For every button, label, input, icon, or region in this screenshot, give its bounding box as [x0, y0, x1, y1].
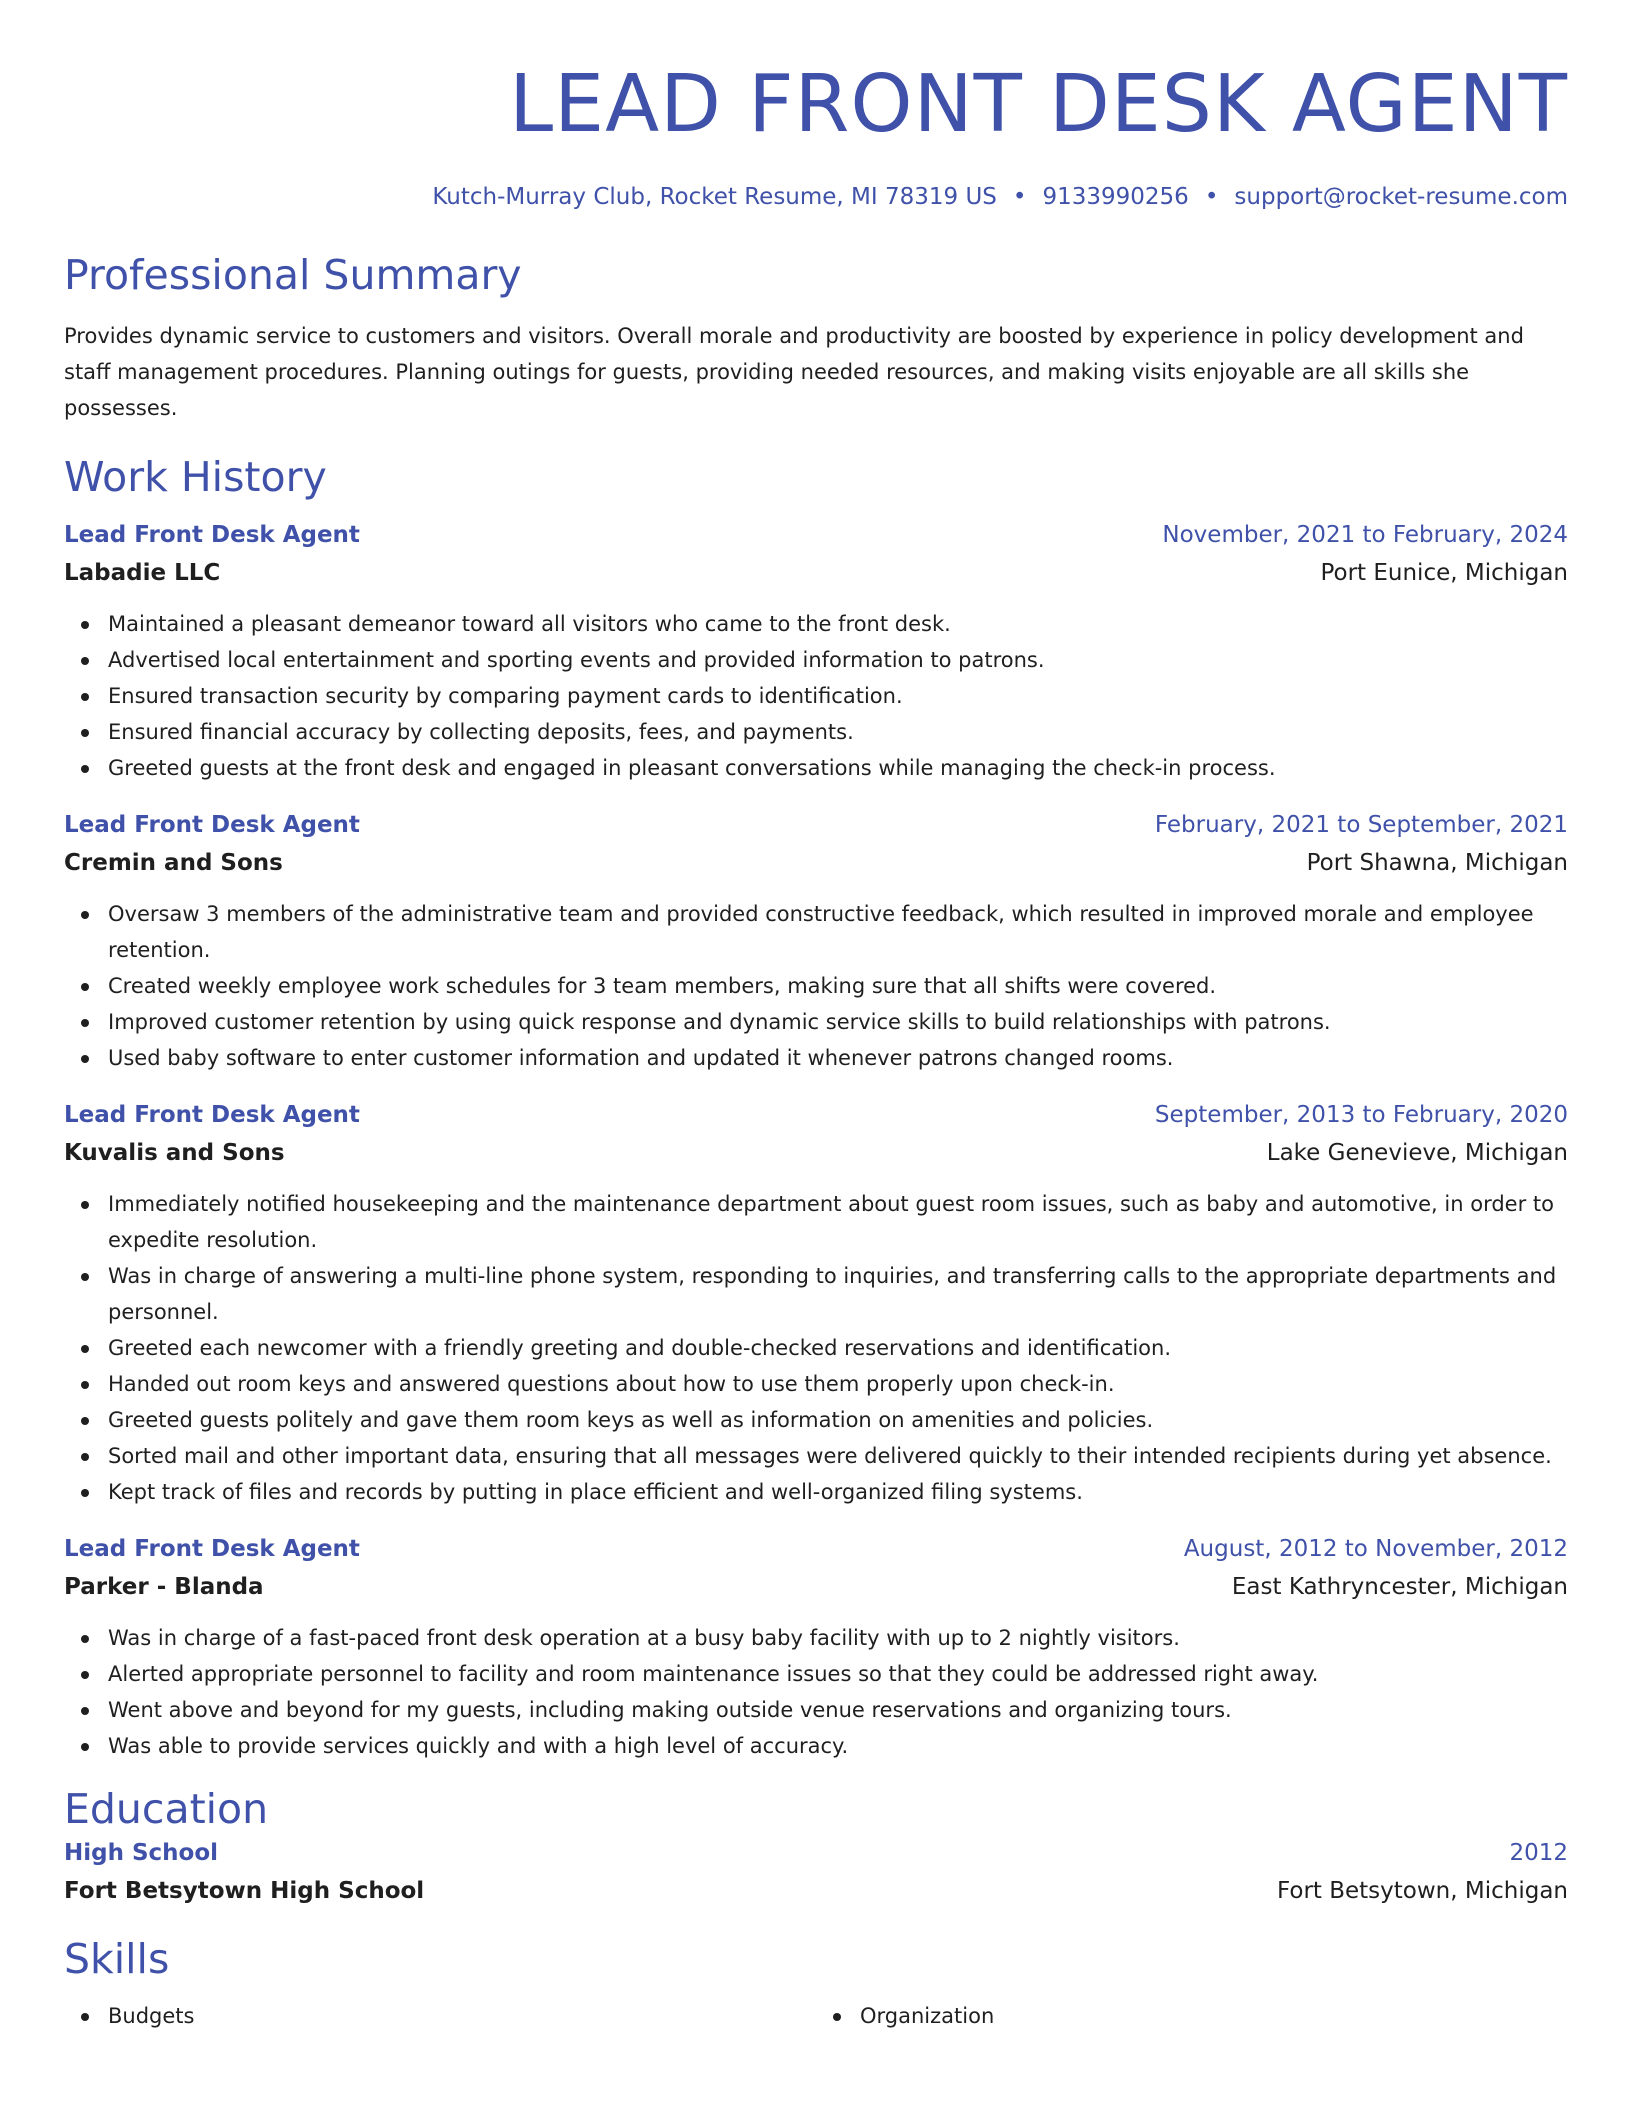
job-bullet: Alerted appropriate personnel to facility and room maintenance issues so that they could be addressed right away. — [64, 1656, 1568, 1692]
job-bullet: Immediately notified housekeeping and the maintenance department about guest room issues, such as baby and automotive, in order to expedite resolution. — [64, 1186, 1568, 1258]
job-title: Lead Front Desk Agent — [64, 1102, 360, 1128]
job-title: Lead Front Desk Agent — [64, 812, 360, 838]
job-bullet: Handed out room keys and answered questions about how to use them properly upon check-in. — [64, 1366, 1568, 1402]
job-row-bottom — [64, 1134, 1568, 1172]
education-section — [64, 1784, 1568, 1910]
job-bullet: Was able to provide services quickly and with a high level of accuracy. — [64, 1728, 1568, 1764]
job-company: Cremin and Sons — [64, 850, 283, 876]
resume-name: LEAD FRONT DESK AGENT — [509, 58, 1568, 150]
job-bullets — [64, 606, 1568, 786]
job-entry — [64, 516, 1568, 786]
job-bullet: Greeted guests at the front desk and engaged in pleasant conversations while managing the check-in process. — [64, 750, 1568, 786]
summary-text: Provides dynamic service to customers and visitors. Overall morale and productivity are boosted by experience in policy development and staff management procedures. Planning outings for guests, providing needed resources, and making visits enjoyable are all skills she possesses. — [64, 324, 1524, 420]
job-company: Kuvalis and Sons — [64, 1140, 285, 1166]
job-bullet: Ensured financial accuracy by collecting deposits, fees, and payments. — [64, 714, 1568, 750]
job-bullet: Went above and beyond for my guests, including making outside venue reservations and organizing tours. — [64, 1692, 1568, 1728]
education-heading: Education — [64, 1785, 269, 1833]
education-row-top — [64, 1834, 1568, 1872]
job-row-top — [64, 516, 1568, 554]
job-bullet: Was in charge of a fast-paced front desk operation at a busy baby facility with up to 2 nightly visitors. — [64, 1620, 1568, 1656]
skills-list — [64, 1998, 1568, 2034]
job-company: Parker - Blanda — [64, 1574, 264, 1600]
job-title: Lead Front Desk Agent — [64, 1536, 360, 1562]
job-dates: August, 2012 to November, 2012 — [1183, 1536, 1568, 1562]
job-bullet: Oversaw 3 members of the administrative team and provided constructive feedback, which resulted in improved morale and employee retention. — [64, 896, 1568, 968]
job-list — [64, 516, 1568, 1764]
job-entry — [64, 806, 1568, 1076]
job-bullet: Sorted mail and other important data, ensuring that all messages were delivered quickly to their intended recipients during yet absence. — [64, 1438, 1568, 1474]
job-bullet: Used baby software to enter customer information and updated it whenever patrons changed rooms. — [64, 1040, 1568, 1076]
job-row-top — [64, 806, 1568, 844]
job-row-top — [64, 1096, 1568, 1134]
job-bullet: Greeted guests politely and gave them room keys as well as information on amenities and policies. — [64, 1402, 1568, 1438]
contact-separator: • — [1204, 184, 1219, 210]
resume-header — [64, 0, 1568, 212]
skills-heading: Skills — [64, 1935, 170, 1983]
skill-item: Organization — [816, 1998, 1568, 2034]
education-year: 2012 — [1509, 1840, 1568, 1866]
work-history-heading: Work History — [64, 453, 327, 501]
job-row-top — [64, 1530, 1568, 1568]
job-bullet: Advertised local entertainment and sporting events and provided information to patrons. — [64, 642, 1568, 678]
job-location: East Kathryncester, Michigan — [1231, 1574, 1568, 1600]
education-location: Fort Betsytown, Michigan — [1276, 1878, 1568, 1904]
job-entry — [64, 1530, 1568, 1764]
job-row-bottom — [64, 1568, 1568, 1606]
job-dates: February, 2021 to September, 2021 — [1154, 812, 1568, 838]
summary-heading: Professional Summary — [64, 251, 522, 299]
job-dates: September, 2013 to February, 2020 — [1154, 1102, 1568, 1128]
job-row-bottom — [64, 844, 1568, 882]
job-row-bottom — [64, 554, 1568, 592]
contact-separator: • — [1012, 184, 1027, 210]
contact-address: Kutch-Murray Club, Rocket Resume, MI 78319 US — [432, 184, 997, 210]
summary-section — [64, 250, 1568, 426]
job-bullet: Kept track of files and records by putting in place efficient and well-organized filing systems. — [64, 1474, 1568, 1510]
skill-item: Budgets — [64, 1998, 816, 2034]
job-location: Lake Genevieve, Michigan — [1266, 1140, 1568, 1166]
job-company: Labadie LLC — [64, 560, 221, 586]
job-bullet: Created weekly employee work schedules for 3 team members, making sure that all shifts were covered. — [64, 968, 1568, 1004]
job-bullet: Ensured transaction security by comparing payment cards to identification. — [64, 678, 1568, 714]
education-row-bottom — [64, 1872, 1568, 1910]
job-bullets — [64, 896, 1568, 1076]
job-title: Lead Front Desk Agent — [64, 522, 360, 548]
job-bullet: Maintained a pleasant demeanor toward all visitors who came to the front desk. — [64, 606, 1568, 642]
job-location: Port Eunice, Michigan — [1320, 560, 1568, 586]
contact-phone: 9133990256 — [1042, 184, 1189, 210]
contact-email: support@rocket-resume.com — [1234, 184, 1568, 210]
education-degree: High School — [64, 1840, 219, 1866]
job-location: Port Shawna, Michigan — [1306, 850, 1568, 876]
job-bullet: Improved customer retention by using quick response and dynamic service skills to build relationships with patrons. — [64, 1004, 1568, 1040]
education-school: Fort Betsytown High School — [64, 1878, 425, 1904]
job-bullets — [64, 1620, 1568, 1764]
job-dates: November, 2021 to February, 2024 — [1162, 522, 1568, 548]
job-bullets — [64, 1186, 1568, 1510]
job-entry — [64, 1096, 1568, 1510]
work-history-section — [64, 452, 1568, 1764]
contact-line — [64, 182, 1568, 212]
job-bullet: Was in charge of answering a multi-line phone system, responding to inquiries, and transferring calls to the appropriate departments and personnel. — [64, 1258, 1568, 1330]
skills-section — [64, 1934, 1568, 2034]
job-bullet: Greeted each newcomer with a friendly greeting and double-checked reservations and identification. — [64, 1330, 1568, 1366]
